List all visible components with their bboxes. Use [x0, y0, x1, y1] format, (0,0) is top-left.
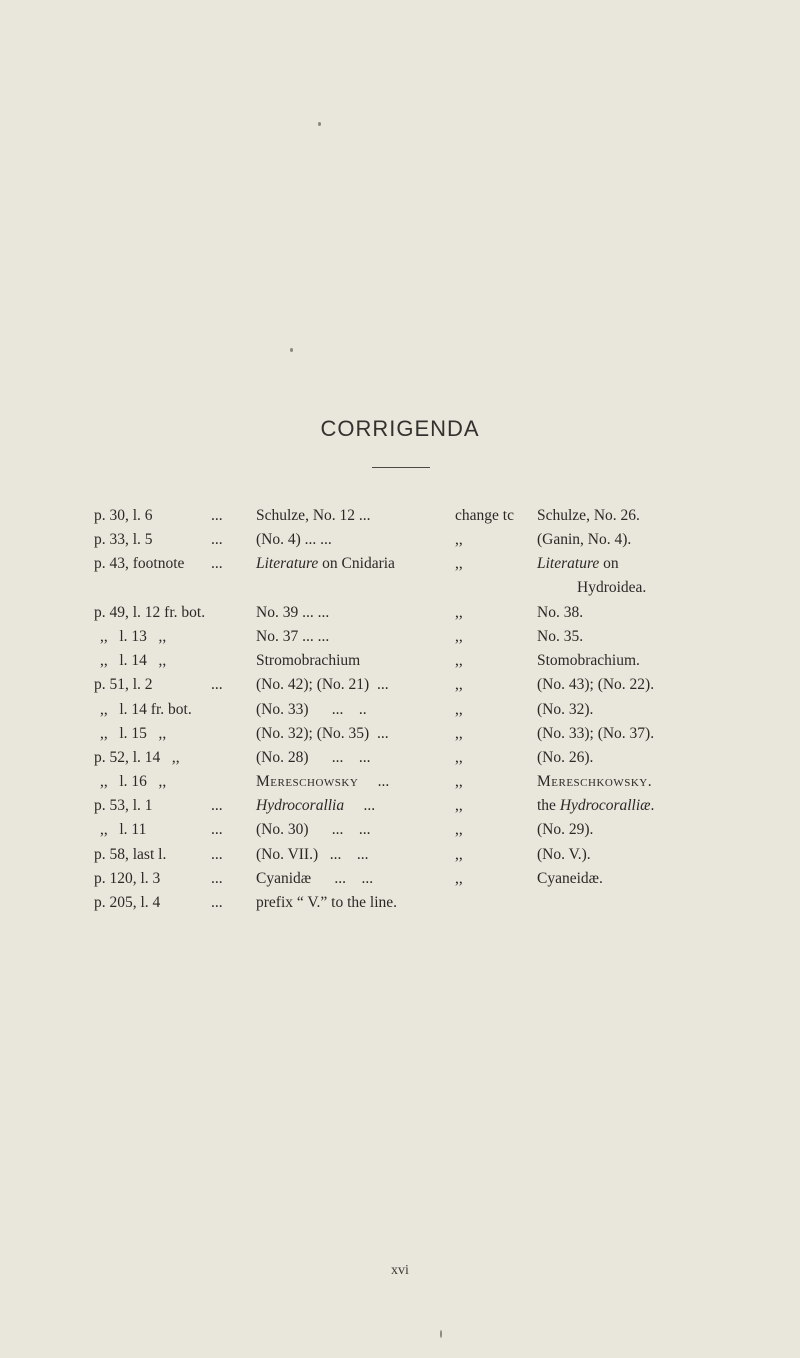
corrected-text: (No. 33); (No. 37). [537, 724, 655, 742]
paper-speck [440, 1330, 442, 1338]
corrigenda-row [0, 891, 800, 915]
corrected-rest: on [599, 555, 619, 573]
paper-speck [290, 348, 293, 352]
corrected-text: Cyaneidæ. [537, 869, 603, 887]
corrigenda-row [0, 528, 800, 552]
ditto-marker: ,, [455, 676, 463, 694]
corrected-rest: . [650, 797, 655, 815]
original-text [256, 794, 375, 818]
corrigenda-row [0, 552, 800, 600]
line-reference: ,, l. 11 [100, 821, 147, 839]
corrected-italic: Literature [537, 555, 600, 573]
ditto-marker: ,, [455, 869, 463, 887]
leader-dots: ... [211, 869, 223, 887]
page-number: xvi [391, 1263, 409, 1278]
line-reference: p. 120, l. 3 [94, 869, 161, 887]
original-italic: Literature [256, 555, 319, 573]
leader-dots: ... [355, 507, 371, 524]
line-reference: p. 33, l. 5 [94, 531, 153, 549]
original-small-caps: Mereschowsky [256, 773, 359, 791]
corrected-text: (No. 43); (No. 22). [537, 676, 655, 694]
corrigenda-row [0, 867, 800, 891]
original-text [256, 770, 389, 794]
corrigenda-list [0, 504, 800, 915]
line-reference: ,, l. 15 ,, [100, 724, 167, 742]
corrigenda-row [0, 818, 800, 842]
original-text [256, 552, 395, 576]
leader-dots: ... [211, 894, 223, 912]
corrigenda-row [0, 601, 800, 625]
corrected-continuation: Hydroidea. [577, 579, 647, 597]
leader-dots: ... [211, 676, 223, 694]
corrigenda-row [0, 504, 800, 528]
corrigenda-row [0, 722, 800, 746]
line-reference: p. 51, l. 2 [94, 676, 153, 694]
corrected-text: No. 35. [537, 627, 584, 645]
original-text: (No. 42); (No. 21) ... [256, 676, 389, 694]
corrected-text: Stomobrachium. [537, 652, 640, 670]
corrected-italic: Hydrocoralliæ [559, 797, 651, 815]
ditto-marker: ,, [455, 821, 463, 839]
corrigenda-row [0, 625, 800, 649]
leader-dots: ... [211, 797, 223, 815]
corrected-text: (No. 32). [537, 700, 594, 718]
corrigenda-row [0, 746, 800, 770]
line-reference: ,, l. 14 fr. bot. [100, 700, 192, 718]
corrected-text: Mereschkowsky. [537, 773, 653, 791]
ditto-marker: ,, [455, 700, 463, 718]
line-reference: p. 58, last l. [94, 845, 167, 863]
line-reference: ,, l. 16 ,, [100, 773, 167, 791]
original-text: (No. 4) ... ... [256, 531, 332, 549]
original-text: Stromobrachium [256, 652, 361, 670]
ditto-marker: ,, [455, 555, 463, 573]
corrigenda-row [0, 649, 800, 673]
leader-dots: ... [344, 797, 376, 815]
ditto-marker: ,, [455, 627, 463, 645]
original-text: (No. VII.) ... ... [256, 845, 369, 863]
ditto-marker: ,, [455, 724, 463, 742]
corrected-prefix: the [537, 797, 560, 815]
corrected-text: (No. V.). [537, 845, 591, 863]
original-text: (No. 30) ... ... [256, 821, 371, 839]
leader-dots: ... [211, 531, 223, 549]
ditto-marker: ,, [455, 773, 463, 791]
corrigenda-row [0, 794, 800, 818]
page-title: CORRIGENDA [320, 416, 480, 441]
original-text: Cyanidæ ... ... [256, 869, 374, 887]
leader-dots: ... [211, 555, 223, 573]
corrected-text: Schulze, No. 26. [537, 507, 640, 524]
leader-dots: ... [211, 821, 223, 839]
leader-dots: ... [211, 507, 223, 524]
corrected-text: No. 38. [537, 603, 584, 621]
corrigenda-row [0, 770, 800, 794]
original-italic: Hydrocorallia [256, 797, 345, 815]
line-reference: ,, l. 14 ,, [100, 652, 167, 670]
leader-dots: ... [211, 845, 223, 863]
corrected-text [537, 552, 646, 600]
corrected-text: (No. 29). [537, 821, 594, 839]
line-reference: ,, l. 13 ,, [100, 627, 167, 645]
corrigenda-row [0, 673, 800, 697]
paper-speck [318, 122, 321, 126]
line-reference: p. 52, l. 14 ,, [94, 748, 180, 766]
ditto-marker: ,, [455, 748, 463, 766]
ditto-marker: ,, [455, 845, 463, 863]
line-reference: p. 205, l. 4 [94, 894, 161, 912]
corrected-text: (Ganin, No. 4). [537, 531, 632, 549]
original-text: (No. 32); (No. 35) ... [256, 724, 389, 742]
original-value: Schulze, No. 12 [256, 507, 356, 524]
line-reference: p. 53, l. 1 [94, 797, 153, 815]
original-text: No. 39 ... ... [256, 603, 330, 621]
line-reference: p. 43, footnote [94, 555, 185, 573]
original-text: prefix “ V.” to the line. [256, 894, 398, 912]
ditto-marker: ,, [455, 531, 463, 549]
original-text: (No. 28) ... ... [256, 748, 371, 766]
corrigenda-row [0, 698, 800, 722]
original-text: (No. 33) ... .. [256, 700, 367, 718]
corrected-text [537, 794, 654, 818]
corrigenda-row [0, 843, 800, 867]
original-text [256, 504, 371, 528]
ditto-marker: ,, [455, 652, 463, 670]
ditto-marker: ,, [455, 797, 463, 815]
line-reference: p. 49, l. 12 fr. bot. [94, 603, 206, 621]
original-text: No. 37 ... ... [256, 627, 330, 645]
corrected-text: (No. 26). [537, 748, 594, 766]
original-rest: on Cnidaria [318, 555, 395, 573]
change-marker: change tc [455, 507, 514, 524]
line-reference: p. 30, l. 6 [94, 507, 153, 524]
title-rule [372, 467, 430, 468]
leader-dots: ... [358, 773, 390, 791]
ditto-marker: ,, [455, 603, 463, 621]
